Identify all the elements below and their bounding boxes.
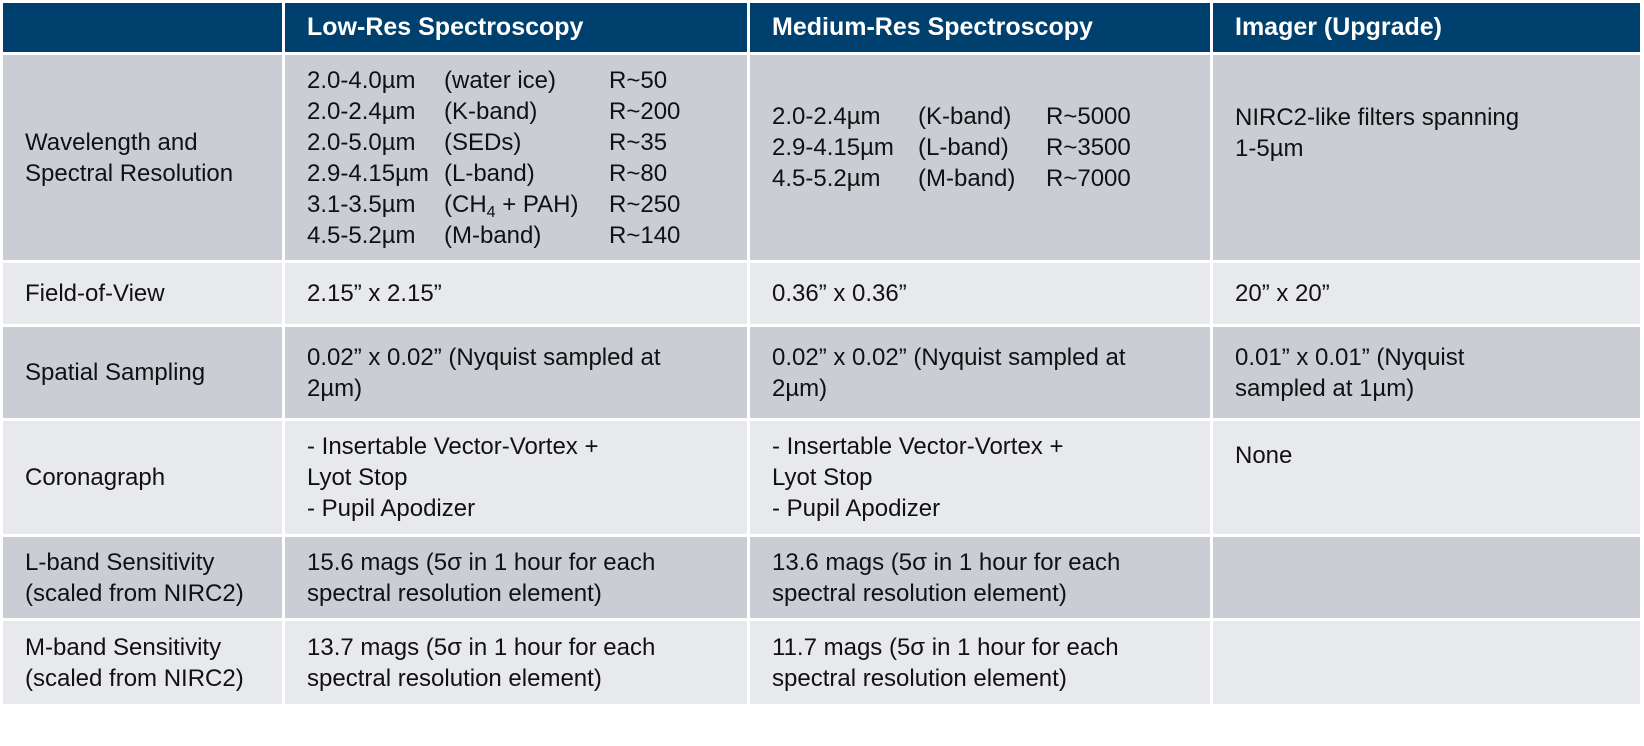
wavelength-band: (K-band) bbox=[444, 98, 538, 125]
spectral-resolution: R~250 bbox=[609, 191, 681, 218]
low-res-wavelength-line bbox=[307, 158, 747, 189]
low-res-l-band: 15.6 mags (5σ in 1 hour for each spectral resolution element) bbox=[284, 536, 749, 620]
wavelength-band: (water ice) bbox=[444, 67, 557, 94]
wavelength-range: 4.5-5.2µm bbox=[307, 222, 416, 249]
row-coronagraph bbox=[2, 420, 1642, 536]
row-spatial-sampling bbox=[2, 326, 1642, 420]
imager-sampling: 0.01” x 0.01” (Nyquist sampled at 1µm) bbox=[1212, 326, 1642, 420]
imager-wavelength-cell: NIRC2-like filters spanning 1-5µm bbox=[1212, 54, 1642, 262]
wavelength-range: 2.0-5.0µm bbox=[307, 129, 416, 156]
medium-res-sampling: 0.02” x 0.02” (Nyquist sampled at 2µm) bbox=[749, 326, 1212, 420]
wavelength-range: 2.9-4.15µm bbox=[772, 134, 894, 161]
low-res-wavelength-line bbox=[307, 127, 747, 158]
row-label: M-band Sensitivity (scaled from NIRC2) bbox=[2, 620, 284, 706]
wavelength-range: 2.0-2.4µm bbox=[307, 98, 416, 125]
wavelength-band: (M-band) bbox=[918, 165, 1016, 192]
wavelength-range: 2.0-4.0µm bbox=[307, 67, 416, 94]
medium-res-l-band: 13.6 mags (5σ in 1 hour for each spectral resolution element) bbox=[749, 536, 1212, 620]
medium-res-wavelength-line bbox=[772, 132, 1210, 163]
medium-res-wavelength-cell bbox=[749, 54, 1212, 262]
wavelength-range: 2.9-4.15µm bbox=[307, 160, 429, 187]
header-row bbox=[2, 2, 1642, 54]
medium-res-coronagraph: - Insertable Vector-Vortex + Lyot Stop - Pupil Apodizer bbox=[749, 420, 1212, 536]
wavelength-band: (M-band) bbox=[444, 222, 542, 249]
header-empty-cell bbox=[2, 2, 284, 54]
wavelength-range: 2.0-2.4µm bbox=[772, 103, 881, 130]
spectral-resolution: R~200 bbox=[609, 98, 681, 125]
band-prefix: (CH bbox=[444, 191, 487, 218]
row-label: Spatial Sampling bbox=[2, 326, 284, 420]
band-suffix: + PAH) bbox=[495, 191, 579, 218]
spectral-resolution: R~5000 bbox=[1046, 103, 1131, 130]
wavelength-band: (L-band) bbox=[444, 160, 535, 187]
spectral-resolution: R~80 bbox=[609, 160, 668, 187]
header-imager: Imager (Upgrade) bbox=[1212, 2, 1642, 54]
spectral-resolution: R~50 bbox=[609, 67, 668, 94]
medium-res-wavelength-line bbox=[772, 101, 1210, 132]
spectral-resolution: R~35 bbox=[609, 129, 668, 156]
imager-fov: 20” x 20” bbox=[1212, 262, 1642, 326]
row-field-of-view bbox=[2, 262, 1642, 326]
imager-m-band bbox=[1212, 620, 1642, 706]
row-label: Coronagraph bbox=[2, 420, 284, 536]
low-res-coronagraph: - Insertable Vector-Vortex + Lyot Stop - Pupil Apodizer bbox=[284, 420, 749, 536]
wavelength-band: (SEDs) bbox=[444, 129, 522, 156]
row-m-band-sensitivity bbox=[2, 620, 1642, 706]
wavelength-range: 4.5-5.2µm bbox=[772, 165, 881, 192]
medium-res-m-band: 11.7 mags (5σ in 1 hour for each spectral resolution element) bbox=[749, 620, 1212, 706]
header-low-res: Low-Res Spectroscopy bbox=[284, 2, 749, 54]
low-res-wavelength-line bbox=[307, 96, 747, 127]
band-subscript: 4 bbox=[486, 204, 496, 221]
wavelength-band: (L-band) bbox=[918, 134, 1009, 161]
row-l-band-sensitivity bbox=[2, 536, 1642, 620]
imager-l-band bbox=[1212, 536, 1642, 620]
header-medium-res: Medium-Res Spectroscopy bbox=[749, 2, 1212, 54]
spectral-resolution: R~140 bbox=[609, 222, 681, 249]
medium-res-wavelength-line bbox=[772, 163, 1210, 194]
imager-coronagraph: None bbox=[1212, 420, 1642, 536]
low-res-m-band: 13.7 mags (5σ in 1 hour for each spectral resolution element) bbox=[284, 620, 749, 706]
low-res-fov: 2.15” x 2.15” bbox=[284, 262, 749, 326]
wavelength-band: (K-band) bbox=[918, 103, 1012, 130]
medium-res-fov: 0.36” x 0.36” bbox=[749, 262, 1212, 326]
row-wavelength bbox=[2, 54, 1642, 262]
low-res-wavelength-line bbox=[307, 189, 747, 220]
spectral-resolution: R~7000 bbox=[1046, 165, 1131, 192]
low-res-wavelength-cell bbox=[284, 54, 749, 262]
low-res-wavelength-line bbox=[307, 65, 747, 96]
row-label: L-band Sensitivity (scaled from NIRC2) bbox=[2, 536, 284, 620]
wavelength-band bbox=[444, 189, 609, 220]
row-label: Field-of-View bbox=[2, 262, 284, 326]
low-res-sampling: 0.02” x 0.02” (Nyquist sampled at 2µm) bbox=[284, 326, 749, 420]
wavelength-range: 3.1-3.5µm bbox=[307, 191, 416, 218]
row-label: Wavelength and Spectral Resolution bbox=[2, 54, 284, 262]
spectral-resolution: R~3500 bbox=[1046, 134, 1131, 161]
low-res-wavelength-line bbox=[307, 220, 747, 251]
